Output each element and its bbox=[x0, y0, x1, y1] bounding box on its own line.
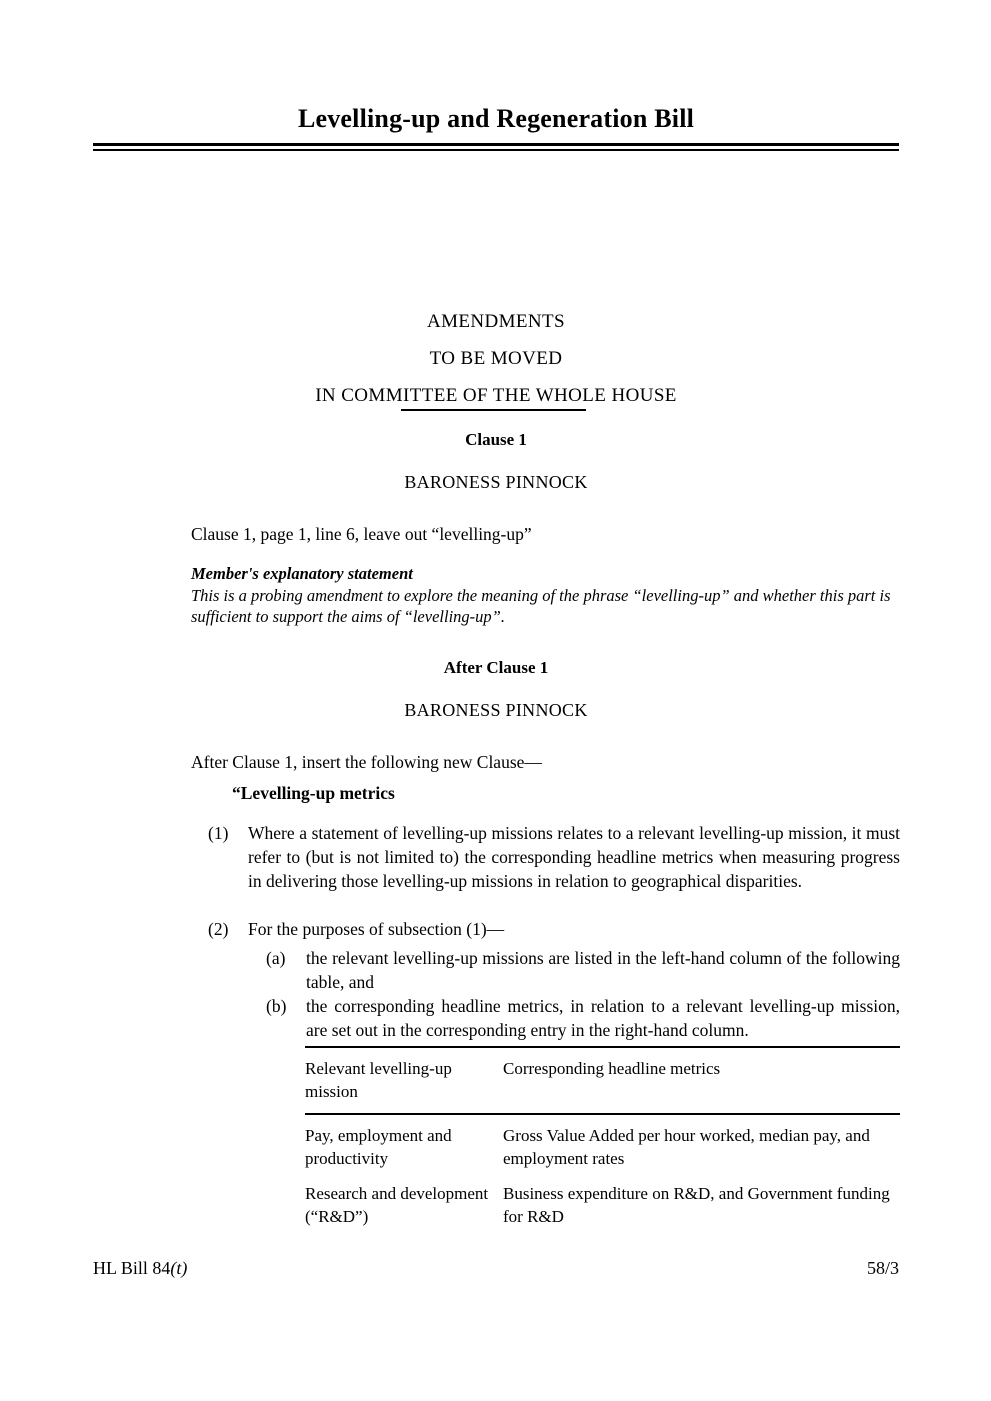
table-cell-mission-2: Research and development (“R&D”) bbox=[305, 1183, 489, 1226]
paragraph-b bbox=[266, 994, 900, 1042]
table-cell-metrics-2: Business expenditure on R&D, and Government funding for R&D bbox=[503, 1183, 890, 1226]
metrics-table bbox=[305, 1046, 900, 1234]
new-clause-title: “Levelling-up metrics bbox=[232, 783, 395, 803]
footer-bill-reference bbox=[93, 1258, 187, 1279]
table-header-metrics: Corresponding headline metrics bbox=[503, 1059, 721, 1079]
page-title: Levelling-up and Regeneration Bill bbox=[297, 104, 695, 133]
title-rule-thick bbox=[93, 143, 899, 146]
paragraph-a-text: the relevant levelling-up missions are listed in the left-hand column of the following table, and bbox=[306, 948, 900, 992]
table-header-mission: Relevant levelling-up mission bbox=[305, 1059, 452, 1102]
amendments-heading-block bbox=[93, 303, 899, 414]
page-footer bbox=[93, 1258, 899, 1279]
footer-bill-label: HL Bill 84 bbox=[93, 1258, 171, 1278]
paragraph-a bbox=[266, 946, 900, 994]
subsection-2-text: For the purposes of subsection (1)— bbox=[248, 919, 505, 939]
subsection-1-number: (1) bbox=[208, 823, 229, 843]
explanatory-statement-heading: Member's explanatory statement bbox=[191, 564, 413, 583]
subsection-1 bbox=[208, 821, 900, 893]
heading-in-committee: IN COMMITTEE OF THE WHOLE HOUSE bbox=[315, 385, 677, 406]
table-header-group bbox=[305, 1048, 900, 1113]
subsection-1-text: Where a statement of levelling-up missions relates to a relevant levelling-up mission, it must refer to (but is not limited to) the corresponding headline metrics when measuring progress in delivering those levelling-up missions in relation to geographical disparities. bbox=[248, 823, 900, 891]
heading-to-be-moved: TO BE MOVED bbox=[429, 348, 563, 369]
subsection-2 bbox=[208, 917, 900, 941]
section-heading-after-clause-1: After Clause 1 bbox=[443, 658, 549, 677]
paragraph-a-number: (a) bbox=[266, 948, 286, 968]
table-header-row bbox=[305, 1048, 900, 1113]
paragraph-b-number: (b) bbox=[266, 996, 287, 1016]
explanatory-statement-text: This is a probing amendment to explore the meaning of the phrase “levelling-up” and whether this part is sufficient to support the aims of “levelling-up”. bbox=[191, 586, 891, 626]
title-rule-thin bbox=[93, 149, 899, 151]
section-sponsor-after-clause-1: BARONESS PINNOCK bbox=[404, 700, 588, 720]
heading-divider-rule bbox=[401, 409, 586, 411]
footer-page-number: 58/3 bbox=[866, 1258, 899, 1278]
table-body-group bbox=[305, 1115, 900, 1234]
section-heading-clause-1: Clause 1 bbox=[465, 430, 527, 449]
subsection-2-number: (2) bbox=[208, 919, 229, 939]
table-cell-mission-1: Pay, employment and productivity bbox=[305, 1125, 452, 1168]
footer-bill-suffix: (t) bbox=[170, 1258, 188, 1278]
table-row bbox=[305, 1115, 900, 1175]
heading-amendments: AMENDMENTS bbox=[426, 311, 566, 332]
amendment-text-clause-1: Clause 1, page 1, line 6, leave out “levelling-up” bbox=[191, 524, 532, 544]
section-sponsor-clause-1: BARONESS PINNOCK bbox=[404, 472, 588, 492]
amendment-text-after-clause-1: After Clause 1, insert the following new Clause— bbox=[191, 752, 542, 772]
table-cell-metrics-1: Gross Value Added per hour worked, median pay, and employment rates bbox=[503, 1125, 870, 1168]
paragraph-b-text: the corresponding headline metrics, in relation to a relevant levelling-up mission, are set out in the corresponding entry in the right-hand column. bbox=[306, 996, 900, 1040]
table-row bbox=[305, 1175, 900, 1234]
